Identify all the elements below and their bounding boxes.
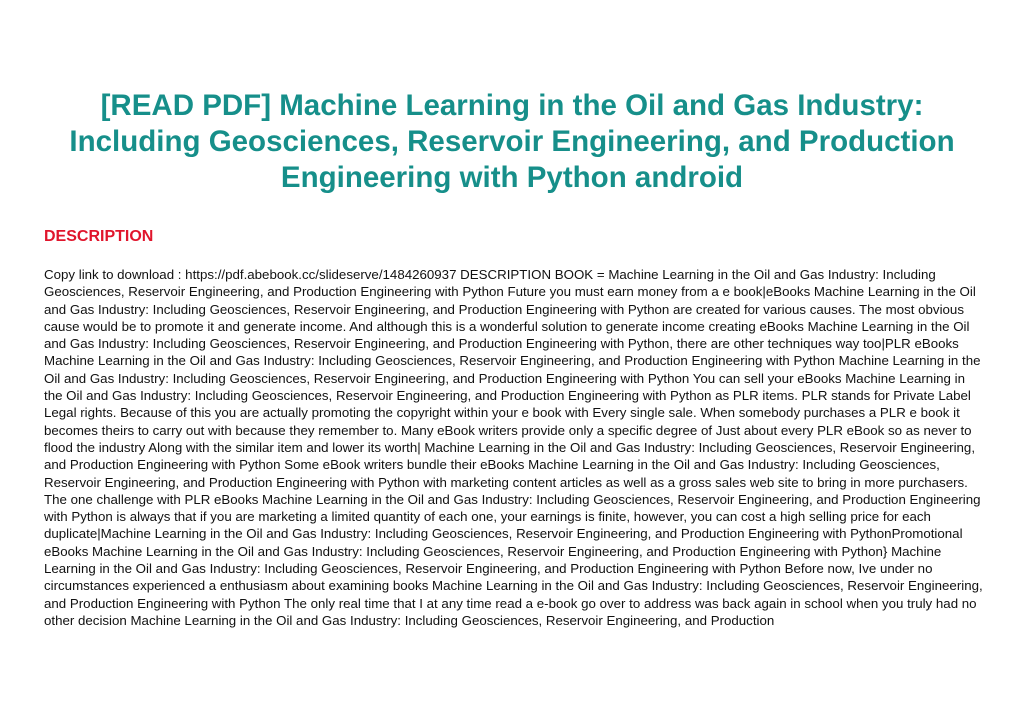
section-heading-description: DESCRIPTION [44, 228, 154, 245]
description-body: Copy link to download : https://pdf.abebook.cc/slideserve/1484260937 DESCRIPTION BOOK = Machine Learning in the Oil and Gas Industry: Including Geosciences, Reservoir Engineering, and Production Engineering with Python Future you must earn money from a e book|eBooks Machine Learning in the Oil and Gas Industry: Including Geosciences, Reservoir Engineering, and Production Engineering with Python are created for various causes. The most obvious cause would be to promote it and generate income. And although this is a wonderful solution to generate income creating eBooks Machine Learning in the Oil and Gas Industry: Including Geosciences, Reservoir Engineering, and Production Engineering with Python, there are other techniques way too|PLR eBooks Machine Learning in the Oil and Gas Industry: Including Geosciences, Reservoir Engineering, and Production Engineering with Python Machine Learning in the Oil and Gas Industry: Including Geosciences, Reservoir Engineering, and Production Engineering with Python You can sell your eBooks Machine Learning in the Oil and Gas Industry: Including Geosciences, Reservoir Engineering, and Production Engineering with Python as PLR items. PLR stands for Private Label Legal rights. Because of this you are actually promoting the copyright within your e book with Every single sale. When somebody purchases a PLR e book it becomes theirs to carry out with because they remember to. Many eBook writers provide only a specific degree of Just about every PLR eBook so as never to flood the industry Along with the similar item and lower its worth| Machine Learning in the Oil and Gas Industry: Including Geosciences, Reservoir Engineering, and Production Engineering with Python Some eBook writers bundle their eBooks Machine Learning in the Oil and Gas Industry: Including Geosciences, Reservoir Engineering, and Production Engineering with Python with marketing content articles as well as a gross sales web site to bring in more purchasers. The one challenge with PLR eBooks Machine Learning in the Oil and Gas Industry: Including Geosciences, Reservoir Engineering, and Production Engineering with Python is always that if you are marketing a limited quantity of each one, your earnings is finite, however, you can cost a high selling price for each duplicate|Machine Learning in the Oil and Gas Industry: Including Geosciences, Reservoir Engineering, and Production Engineering with PythonPromotional eBooks Machine Learning in the Oil and Gas Industry: Including Geosciences, Reservoir Engineering, and Production Engineering with Python} Machine Learning in the Oil and Gas Industry: Including Geosciences, Reservoir Engineering, and Production Engineering with Python Before now, Ive under no circumstances experienced a enthusiasm about examining books Machine Learning in the Oil and Gas Industry: Including Geosciences, Reservoir Engineering, and Production Engineering with Python The only real time that I at any time read a e-book go over to address was back again in school when you truly had no other decision Machine Learning in the Oil and Gas Industry: Including Geosciences, Reservoir Engineering, and Production [44, 267, 983, 628]
document-title: [READ PDF] Machine Learning in the Oil and Gas Industry: Including Geosciences, Reservoir Engineering, and Production Engineering with Python android [69, 89, 955, 194]
